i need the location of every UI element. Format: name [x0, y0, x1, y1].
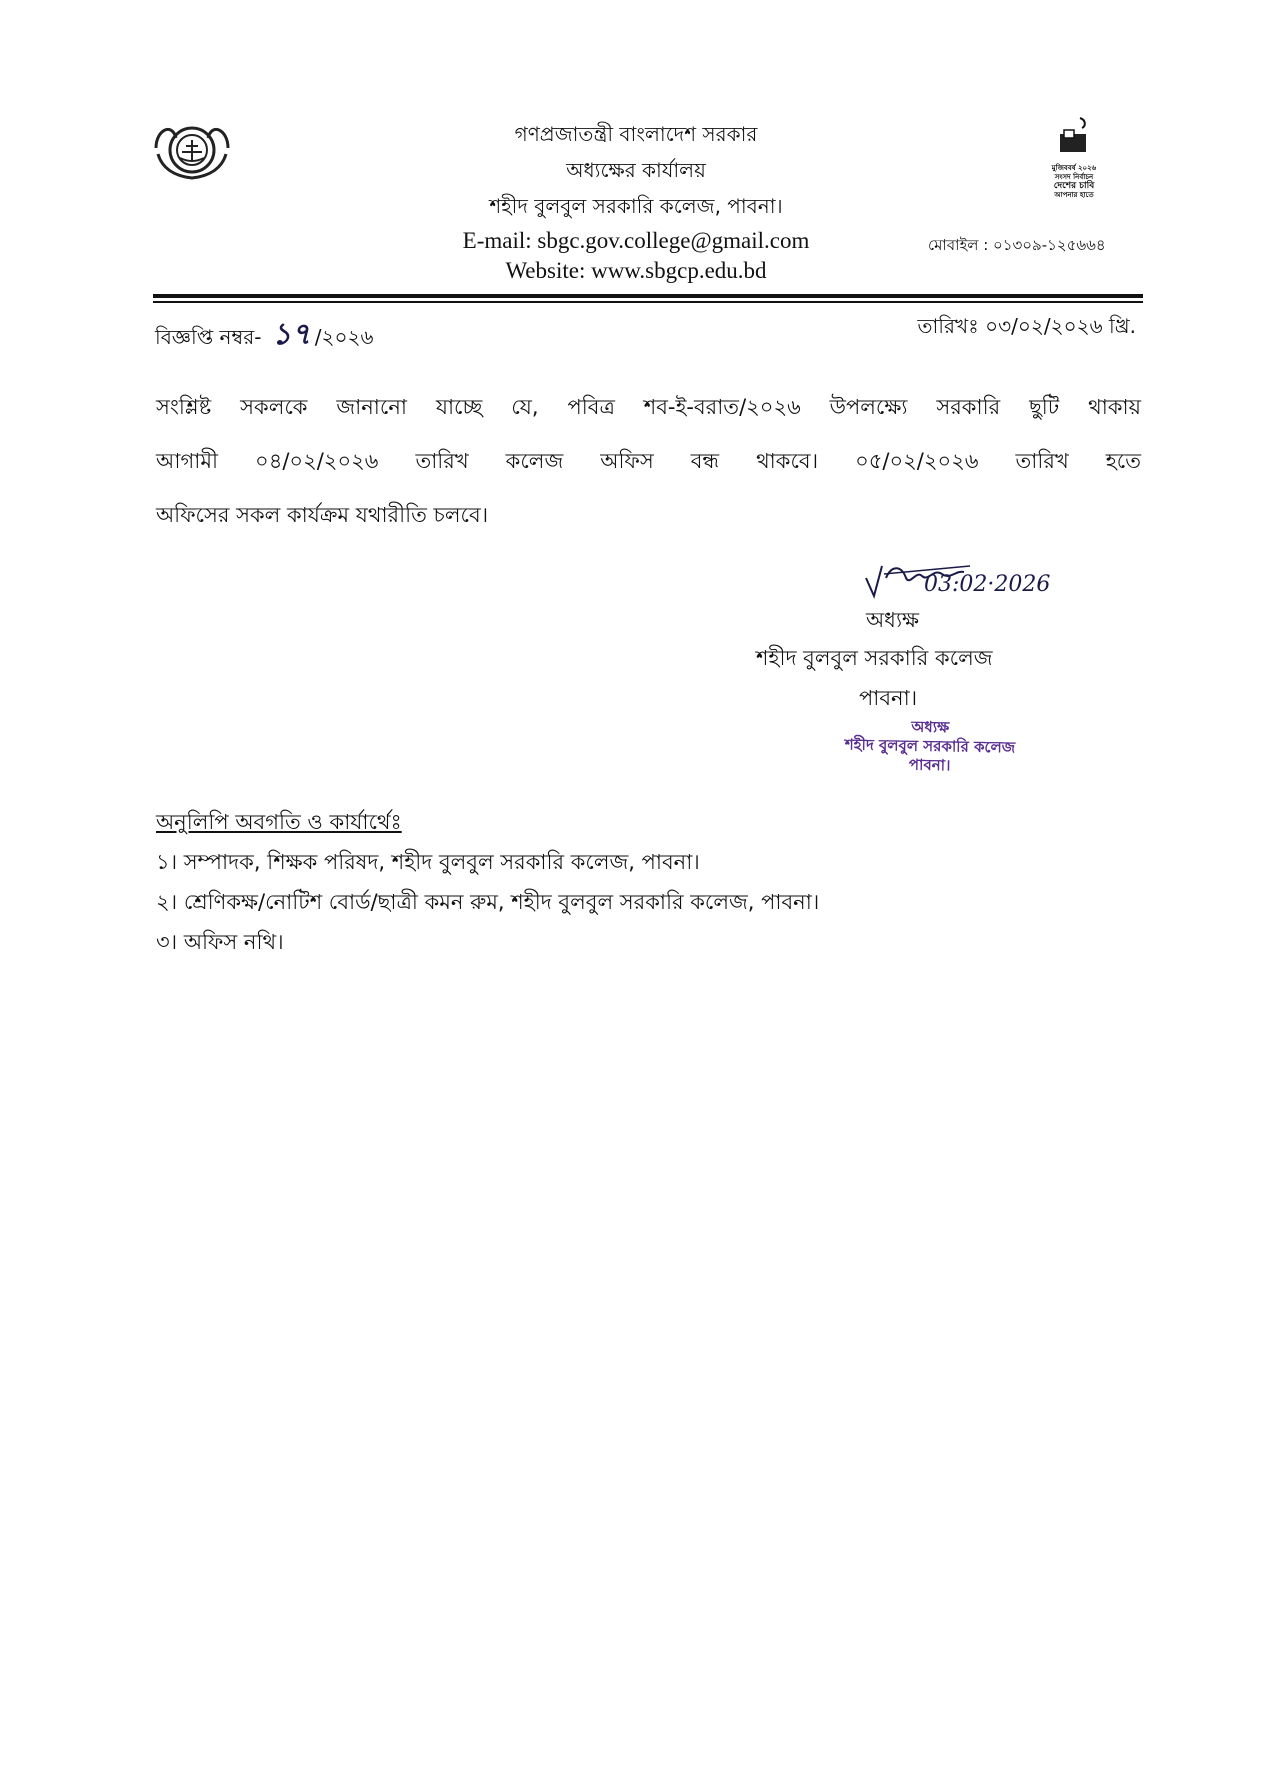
header-mobile: মোবাইল : ০১৩০৯-১২৫৬৬৪ [928, 236, 1106, 254]
notice-number [155, 310, 374, 361]
header-government: গণপ্রজাতন্ত্রী বাংলাদেশ সরকার [514, 122, 758, 146]
signatory-title: অধ্যক্ষ [866, 608, 920, 632]
signatory-city: পাবনা। [859, 686, 918, 710]
header-website: Website: www.sbgcp.edu.bd [505, 258, 767, 283]
logo-text-3: দেশের চাবি [1053, 181, 1095, 191]
header-email: E-mail: sbgc.gov.college@gmail.com [462, 228, 810, 253]
logo-text-1: মুজিববর্ষ ২০২৬ [1051, 164, 1097, 172]
stamp-city: পাবনা। [908, 755, 951, 775]
logo-text-4: আপনার হাতে [1054, 191, 1094, 199]
notice-number-suffix: /২০২৬ [314, 325, 374, 349]
stamp-college: শহীদ বুলবুল সরকারি কলেজ [844, 735, 1016, 757]
copies-item-1: ১। সম্পাদক, শিক্ষক পরিষদ, শহীদ বুলবুল সরকারি কলেজ, পাবনা। [156, 850, 700, 874]
signature-date: 03:02·2026 [924, 572, 1051, 597]
header-college: শহীদ বুলবুল সরকারি কলেজ, পাবনা। [489, 194, 783, 218]
body-line-1: সংশ্লিষ্ট সকলকে জানানো যাচ্ছে যে, পবিত্র শব-ই-বরাত/২০২৬ উপলক্ষ্যে সরকারি ছুটি থাকায় [156, 395, 1141, 419]
notice-number-handwritten: ১৭ [271, 317, 311, 352]
copies-item-2: ২। শ্রেণিকক্ষ/নোটিশ বোর্ড/ছাত্রী কমন রুম, শহীদ বুলবুল সরকারি কলেজ, পাবনা। [156, 890, 820, 914]
signatory-college: শহীদ বুলবুল সরকারি কলেজ [756, 646, 993, 670]
election-campaign-logo [1032, 116, 1116, 216]
official-stamp [790, 716, 1071, 777]
logo-text-2: সংসদ নির্বাচন [1054, 173, 1094, 181]
body-line-2: আগামী ০৪/০২/২০২৬ তারিখ কলেজ অফিস বন্ধ থাকবে। ০৫/০২/২০২৬ তারিখ হতে [156, 449, 1141, 473]
header-rule-thin [153, 301, 1143, 303]
notice-date: তারিখঃ ০৩/০২/২০২৬ খ্রি. [917, 314, 1136, 338]
header-rule-thick [153, 294, 1143, 298]
ballot-box-icon [1054, 116, 1094, 160]
copies-heading: অনুলিপি অবগতি ও কার্যার্থেঃ [156, 810, 402, 834]
header-office: অধ্যক্ষের কার্যালয় [566, 158, 706, 182]
notice-number-label: বিজ্ঞপ্তি নম্বর- [155, 325, 262, 349]
stamp-title: অধ্যক্ষ [911, 717, 950, 737]
notice-body [156, 380, 1141, 542]
body-line-3: অফিসের সকল কার্যক্রম যথারীতি চলবে। [156, 503, 489, 527]
copies-item-3: ৩। অফিস নথি। [156, 930, 284, 954]
